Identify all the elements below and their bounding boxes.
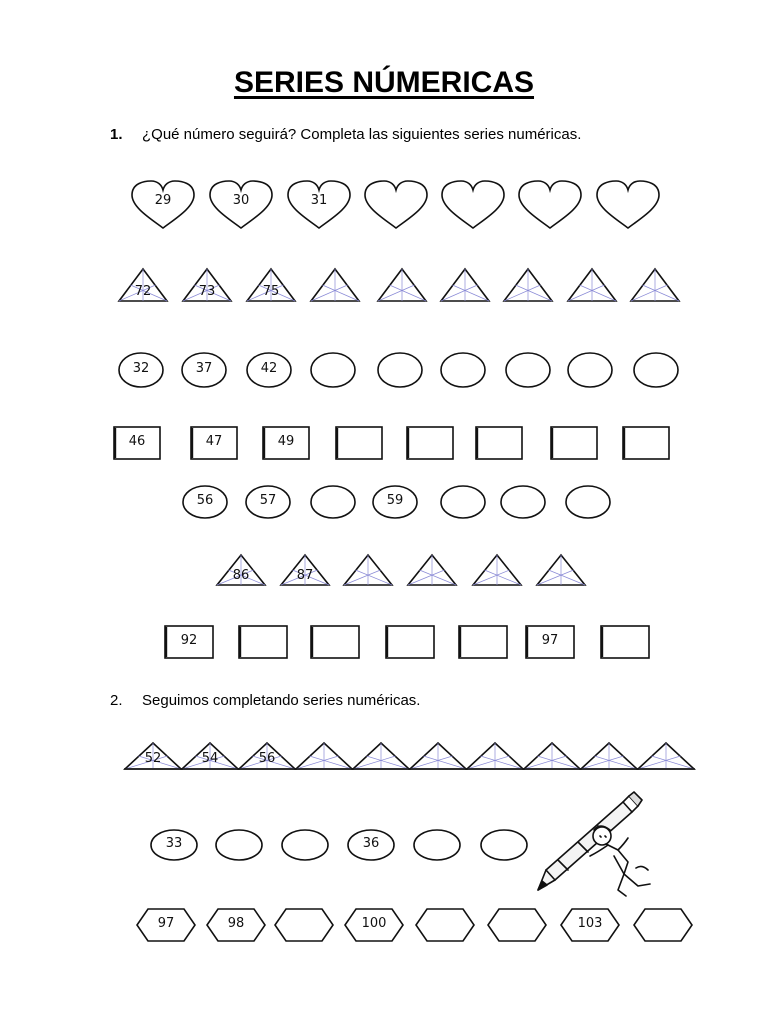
square-blank-cell[interactable] (458, 625, 508, 659)
oval-blank-cell[interactable] (310, 485, 356, 519)
oval-icon (377, 352, 423, 388)
oval-blank-cell[interactable] (567, 352, 613, 388)
oval-icon (565, 485, 611, 519)
triangle-icon (118, 268, 168, 302)
series-number: 86 (232, 568, 250, 583)
oval-icon (500, 485, 546, 519)
series-number: 92 (180, 633, 198, 648)
triangle-strip-icon (124, 742, 182, 770)
triangle-strip-icon (466, 742, 524, 770)
square-blank-cell[interactable] (238, 625, 288, 659)
triangle-number-cell (118, 268, 168, 302)
triangle-number-cell (216, 554, 266, 586)
triangle-number-cell (246, 268, 296, 302)
triangle-blank-cell[interactable] (503, 268, 553, 302)
heart-blank-cell[interactable] (363, 180, 429, 230)
oval-icon (245, 485, 291, 519)
triangle-blank-cell[interactable] (440, 268, 490, 302)
hexagon-icon (633, 908, 693, 942)
square-blank-cell[interactable] (385, 625, 435, 659)
heart-icon (595, 180, 661, 230)
oval-number-cell (182, 485, 228, 519)
series-number: 36 (362, 836, 380, 851)
series-number: 46 (128, 434, 146, 449)
oval-icon (505, 352, 551, 388)
oval-icon (118, 352, 164, 388)
series-number: 73 (198, 284, 216, 299)
triangle-blank-cell[interactable] (472, 554, 522, 586)
series-number: 33 (165, 836, 183, 851)
triangle-strip-blank-cell[interactable] (295, 742, 353, 770)
oval-icon (633, 352, 679, 388)
series-number: 75 (262, 284, 280, 299)
heart-number-cell (286, 180, 352, 230)
square-number-cell (525, 625, 575, 659)
oval-icon (182, 485, 228, 519)
oval-icon (440, 352, 486, 388)
series-number: 103 (577, 916, 603, 931)
triangle-strip-blank-cell[interactable] (580, 742, 638, 770)
triangle-strip-icon (580, 742, 638, 770)
exercise-2-instruction (110, 692, 420, 709)
triangle-number-cell (182, 268, 232, 302)
hexagon-icon (274, 908, 334, 942)
oval-blank-cell[interactable] (281, 829, 329, 861)
triangle-strip-blank-cell[interactable] (523, 742, 581, 770)
oval-number-cell (245, 485, 291, 519)
triangle-strip-blank-cell[interactable] (409, 742, 467, 770)
heart-number-cell (130, 180, 196, 230)
oval-icon (310, 352, 356, 388)
hexagon-blank-cell[interactable] (415, 908, 475, 942)
square-blank-cell[interactable] (335, 426, 383, 460)
heart-number-cell (208, 180, 274, 230)
square-icon (238, 625, 288, 659)
heart-blank-cell[interactable] (517, 180, 583, 230)
hexagon-number-cell (560, 908, 620, 942)
heart-icon (363, 180, 429, 230)
square-icon (475, 426, 523, 460)
triangle-strip-icon (295, 742, 353, 770)
exercise-1-text: ¿Qué número seguirá? Completa las siguientes series numéricas. (142, 126, 582, 143)
square-number-cell (262, 426, 310, 460)
triangle-strip-icon (181, 742, 239, 770)
oval-icon (281, 829, 329, 861)
triangle-icon (216, 554, 266, 586)
square-icon (262, 426, 310, 460)
series-number: 31 (310, 193, 328, 208)
hexagon-number-cell (344, 908, 404, 942)
series-number: 72 (134, 284, 152, 299)
oval-blank-cell[interactable] (480, 829, 528, 861)
oval-blank-cell[interactable] (310, 352, 356, 388)
square-icon (164, 625, 214, 659)
series-number: 97 (157, 916, 175, 931)
triangle-blank-cell[interactable] (310, 268, 360, 302)
series-number: 57 (259, 493, 277, 508)
oval-icon (413, 829, 461, 861)
triangle-strip-number-cell (181, 742, 239, 770)
triangle-icon (567, 268, 617, 302)
oval-icon (440, 485, 486, 519)
oval-icon (347, 829, 395, 861)
exercise-1-instruction (110, 126, 581, 143)
square-icon (406, 426, 454, 460)
triangle-icon (440, 268, 490, 302)
triangle-blank-cell[interactable] (536, 554, 586, 586)
square-icon (335, 426, 383, 460)
oval-icon (372, 485, 418, 519)
series-number: 37 (195, 361, 213, 376)
hexagon-icon (415, 908, 475, 942)
hexagon-icon (560, 908, 620, 942)
oval-icon (246, 352, 292, 388)
series-number: 49 (277, 434, 295, 449)
square-blank-cell[interactable] (550, 426, 598, 460)
oval-blank-cell[interactable] (500, 485, 546, 519)
heart-icon (517, 180, 583, 230)
square-icon (600, 625, 650, 659)
series-number: 97 (541, 633, 559, 648)
oval-icon (150, 829, 198, 861)
oval-number-cell (118, 352, 164, 388)
triangle-icon (343, 554, 393, 586)
triangle-icon (630, 268, 680, 302)
triangle-icon (536, 554, 586, 586)
hexagon-icon (344, 908, 404, 942)
exercise-2-text: Seguimos completando series numéricas. (142, 692, 421, 709)
oval-blank-cell[interactable] (440, 485, 486, 519)
heart-icon (208, 180, 274, 230)
oval-blank-cell[interactable] (633, 352, 679, 388)
square-blank-cell[interactable] (475, 426, 523, 460)
oval-blank-cell[interactable] (413, 829, 461, 861)
triangle-icon (407, 554, 457, 586)
triangle-strip-number-cell (238, 742, 296, 770)
square-blank-cell[interactable] (600, 625, 650, 659)
triangle-icon (182, 268, 232, 302)
oval-blank-cell[interactable] (505, 352, 551, 388)
exercise-1-number: 1. (110, 126, 123, 143)
page-title: SERIES NÚMERICAS (233, 66, 535, 99)
square-blank-cell[interactable] (406, 426, 454, 460)
square-icon (190, 426, 238, 460)
series-number: 29 (154, 193, 172, 208)
series-number: 47 (205, 434, 223, 449)
oval-icon (480, 829, 528, 861)
series-number: 54 (201, 751, 219, 766)
oval-blank-cell[interactable] (215, 829, 263, 861)
square-icon (113, 426, 161, 460)
triangle-strip-icon (352, 742, 410, 770)
square-number-cell (164, 625, 214, 659)
square-icon (550, 426, 598, 460)
oval-icon (310, 485, 356, 519)
oval-number-cell (246, 352, 292, 388)
series-number: 32 (132, 361, 150, 376)
triangle-number-cell (280, 554, 330, 586)
triangle-blank-cell[interactable] (407, 554, 457, 586)
square-icon (385, 625, 435, 659)
triangle-strip-number-cell (124, 742, 182, 770)
triangle-icon (246, 268, 296, 302)
heart-blank-cell[interactable] (595, 180, 661, 230)
series-number: 42 (260, 361, 278, 376)
hexagon-number-cell (136, 908, 196, 942)
triangle-strip-blank-cell[interactable] (466, 742, 524, 770)
square-icon (525, 625, 575, 659)
heart-icon (286, 180, 352, 230)
square-number-cell (190, 426, 238, 460)
square-blank-cell[interactable] (622, 426, 670, 460)
oval-number-cell (181, 352, 227, 388)
series-number: 30 (232, 193, 250, 208)
oval-icon (181, 352, 227, 388)
triangle-strip-blank-cell[interactable] (352, 742, 410, 770)
triangle-icon (503, 268, 553, 302)
exercise-2-number: 2. (110, 692, 123, 709)
hexagon-blank-cell[interactable] (633, 908, 693, 942)
oval-number-cell (347, 829, 395, 861)
child-pushing-pencil-icon (528, 790, 664, 900)
heart-icon (440, 180, 506, 230)
triangle-icon (280, 554, 330, 586)
oval-number-cell (150, 829, 198, 861)
triangle-icon (310, 268, 360, 302)
triangle-strip-icon (523, 742, 581, 770)
square-icon (622, 426, 670, 460)
triangle-strip-icon (637, 742, 695, 770)
series-number: 87 (296, 568, 314, 583)
square-icon (458, 625, 508, 659)
triangle-strip-icon (238, 742, 296, 770)
triangle-blank-cell[interactable] (630, 268, 680, 302)
oval-number-cell (372, 485, 418, 519)
triangle-blank-cell[interactable] (343, 554, 393, 586)
hexagon-icon (206, 908, 266, 942)
square-number-cell (113, 426, 161, 460)
triangle-strip-icon (409, 742, 467, 770)
hexagon-number-cell (206, 908, 266, 942)
series-number: 56 (258, 751, 276, 766)
triangle-blank-cell[interactable] (377, 268, 427, 302)
triangle-strip-blank-cell[interactable] (637, 742, 695, 770)
heart-blank-cell[interactable] (440, 180, 506, 230)
series-number: 52 (144, 751, 162, 766)
oval-blank-cell[interactable] (440, 352, 486, 388)
oval-blank-cell[interactable] (565, 485, 611, 519)
series-number: 100 (361, 916, 387, 931)
hexagon-blank-cell[interactable] (274, 908, 334, 942)
series-number: 59 (386, 493, 404, 508)
hexagon-icon (136, 908, 196, 942)
hexagon-icon (487, 908, 547, 942)
square-icon (310, 625, 360, 659)
triangle-icon (472, 554, 522, 586)
triangle-icon (377, 268, 427, 302)
hexagon-blank-cell[interactable] (487, 908, 547, 942)
series-number: 56 (196, 493, 214, 508)
oval-blank-cell[interactable] (377, 352, 423, 388)
square-blank-cell[interactable] (310, 625, 360, 659)
oval-icon (215, 829, 263, 861)
heart-icon (130, 180, 196, 230)
series-number: 98 (227, 916, 245, 931)
oval-icon (567, 352, 613, 388)
triangle-blank-cell[interactable] (567, 268, 617, 302)
